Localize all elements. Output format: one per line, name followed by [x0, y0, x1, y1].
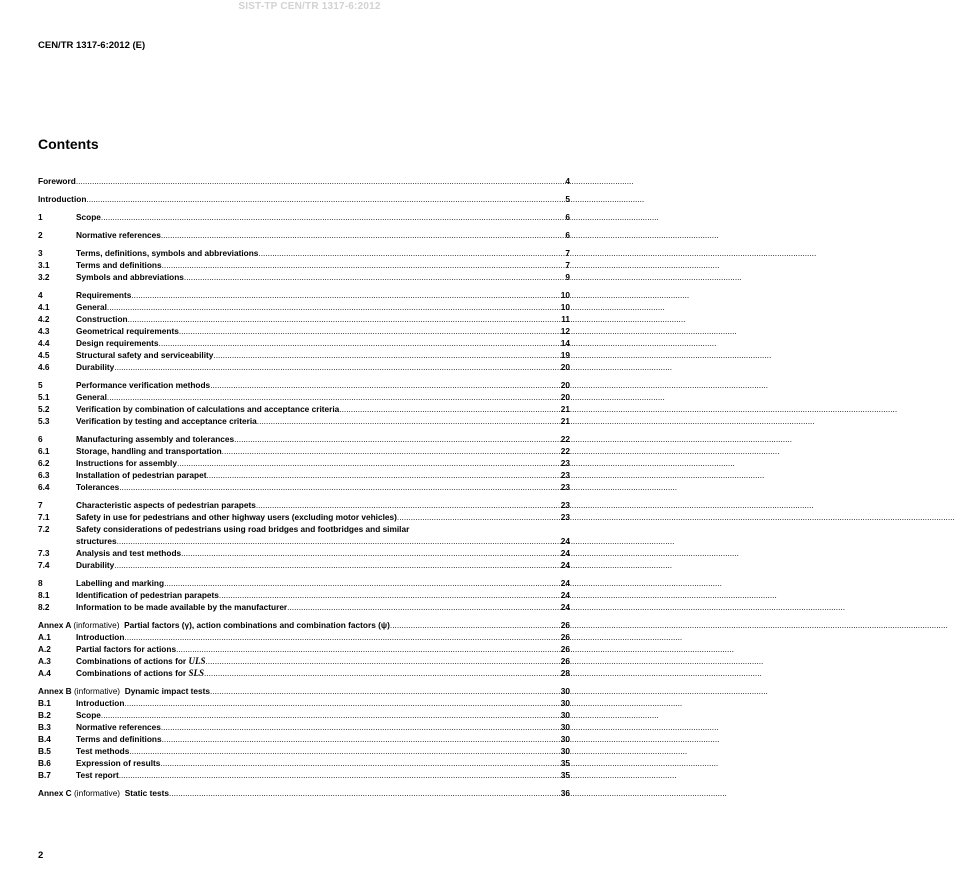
toc-page: 26: [560, 620, 570, 630]
toc-entry-3-2[interactable]: [38, 271, 570, 283]
toc-number: 6.2: [38, 458, 50, 468]
toc-page: 20: [560, 362, 570, 372]
toc-title: Labelling and marking: [76, 578, 165, 588]
leader-dots: [129, 745, 560, 757]
toc-entry-foreword[interactable]: [38, 175, 570, 187]
toc-page: 23: [560, 482, 570, 492]
toc-page: 11: [561, 314, 570, 324]
toc-title: Verification by testing and acceptance criteria: [76, 416, 257, 426]
toc-page: 30: [560, 698, 570, 708]
toc-title: [38, 619, 390, 631]
toc-number: 7.3: [38, 548, 50, 558]
uls-term: ULS: [188, 656, 206, 666]
toc-title: Tolerances: [76, 482, 120, 492]
toc-title: Characteristic aspects of pedestrian parapets: [76, 500, 256, 510]
leader-dots: [210, 685, 561, 697]
toc-title: Storage, handling and transportation: [76, 446, 222, 456]
toc-number: 7: [38, 500, 43, 510]
toc-number: B.3: [38, 722, 51, 732]
toc-entry-5-2[interactable]: [38, 403, 570, 415]
toc-title: Introduction: [76, 698, 125, 708]
toc-entry-7-3[interactable]: [38, 547, 570, 559]
toc-number: 3.2: [38, 272, 50, 282]
toc-number: 5.2: [38, 404, 50, 414]
leader-dots: [160, 757, 560, 769]
toc-page: 21: [560, 404, 570, 414]
leader-dots: [162, 733, 561, 745]
leader-dots: [339, 403, 560, 415]
toc-number: B.1: [38, 698, 51, 708]
toc-page: 23: [560, 512, 570, 522]
toc-entry-annex-c[interactable]: [38, 787, 570, 799]
toc-title: Introduction: [38, 194, 87, 204]
toc-page: 22: [560, 434, 570, 444]
toc-page: 30: [560, 710, 570, 720]
toc-page: 6: [565, 212, 570, 222]
toc-title: General: [76, 392, 107, 402]
leader-dots: [206, 655, 561, 667]
toc-page: 24: [560, 548, 570, 558]
toc-title: Scope: [76, 212, 101, 222]
toc-title: Performance verification methods: [76, 380, 211, 390]
toc-number: 8.1: [38, 590, 50, 600]
toc-entry-5[interactable]: [38, 379, 570, 391]
toc-title-text: Combinations of actions for: [76, 656, 187, 666]
toc-title: Identification of pedestrian parapets: [76, 590, 219, 600]
leader-dots: [287, 601, 561, 613]
leader-dots: [124, 697, 560, 709]
toc-entry-4-1[interactable]: [38, 301, 570, 313]
leader-dots: [164, 577, 561, 589]
toc-entry-a-3[interactable]: [38, 655, 570, 667]
toc-title: Terms, definitions, symbols and abbreviations: [76, 248, 259, 258]
toc-title: [38, 685, 210, 697]
toc-page: 26: [560, 632, 570, 642]
toc-page: 24: [560, 602, 570, 612]
leader-dots: [169, 787, 561, 799]
toc-number: A.1: [38, 632, 51, 642]
toc-number: 6.1: [38, 446, 50, 456]
toc-title-line1: Safety considerations of pedestrians using road bridges and footbridges and similar: [76, 524, 410, 534]
annex-title-part: ), action combinations and combination factors (: [189, 620, 381, 630]
toc-page: 4: [565, 176, 570, 186]
toc-entry-8-2[interactable]: [38, 601, 570, 613]
toc-number: 4.6: [38, 362, 50, 372]
leader-dots: [184, 271, 565, 283]
toc-entry-3[interactable]: [38, 247, 570, 259]
toc-entry-7-4[interactable]: [38, 559, 570, 571]
toc-number: 1: [38, 212, 43, 222]
toc-title: Verification by combination of calculations and acceptance criteria: [76, 404, 340, 414]
leader-dots: [114, 559, 561, 571]
leader-dots: [258, 247, 565, 259]
toc-page: 36: [560, 788, 570, 798]
toc-title-text: Combinations of actions for: [76, 668, 187, 678]
toc-number: 8: [38, 578, 43, 588]
leader-dots: [76, 175, 566, 187]
toc-page: 20: [560, 392, 570, 402]
toc-entry-6-4[interactable]: [38, 481, 570, 493]
toc-page: 35: [560, 758, 570, 768]
leader-dots: [124, 631, 560, 643]
toc-entry-6-2[interactable]: [38, 457, 570, 469]
toc-number: 5.1: [38, 392, 50, 402]
toc-number: 4.3: [38, 326, 50, 336]
leader-dots: [131, 289, 560, 301]
leader-dots: [159, 337, 561, 349]
toc-entry-4-3[interactable]: [38, 325, 570, 337]
toc-entry-annex-a[interactable]: [38, 619, 570, 631]
toc-page: 12: [560, 326, 570, 336]
leader-dots: [161, 721, 561, 733]
toc-title: Foreword: [38, 176, 76, 186]
psi-symbol: ψ: [380, 620, 388, 630]
toc-page: 30: [560, 722, 570, 732]
toc-title: [38, 787, 169, 799]
toc-number: B.6: [38, 758, 51, 768]
toc-page: 7: [565, 248, 570, 258]
toc-title: Construction: [76, 314, 128, 324]
leader-dots: [210, 379, 561, 391]
toc-title: Analysis and test methods: [76, 548, 182, 558]
sls-term: SLS: [188, 668, 204, 678]
toc-entry-a-4[interactable]: [38, 667, 570, 679]
toc-title-line2: structures: [76, 536, 117, 546]
leader-dots: [117, 535, 561, 547]
toc-page: 30: [560, 734, 570, 744]
leader-dots: [206, 469, 560, 481]
watermark: SIST-TP CEN/TR 1317-6:2012: [238, 1, 381, 12]
leader-dots: [256, 499, 561, 511]
toc-number: 6.3: [38, 470, 50, 480]
toc-number: A.3: [38, 656, 51, 666]
toc-number: A.2: [38, 644, 51, 654]
toc-title: Design requirements: [76, 338, 159, 348]
toc-entry-6-1[interactable]: [38, 445, 570, 457]
toc-number: 4: [38, 290, 43, 300]
leader-dots: [176, 643, 561, 655]
toc-number: 4.2: [38, 314, 50, 324]
toc-title: Durability: [76, 560, 115, 570]
toc-page: 9: [565, 272, 570, 282]
toc-title: Information to be made available by the manufacturer: [76, 602, 288, 612]
annex-title: Static tests: [124, 788, 169, 798]
toc-number: 7.4: [38, 560, 50, 570]
leader-dots: [213, 349, 560, 361]
toc-page: 5: [565, 194, 570, 204]
toc-page: 35: [560, 770, 570, 780]
toc-number: B.5: [38, 746, 51, 756]
toc-page: 30: [560, 686, 570, 696]
toc-entry-8[interactable]: [38, 577, 570, 589]
toc-entry-8-1[interactable]: [38, 589, 570, 601]
toc-entry-6[interactable]: [38, 433, 570, 445]
toc-entry-6-3[interactable]: [38, 469, 570, 481]
toc-entry-3-1[interactable]: [38, 259, 570, 271]
toc-entry-a-1[interactable]: [38, 631, 570, 643]
toc-title: Symbols and abbreviations: [76, 272, 184, 282]
leader-dots: [219, 589, 561, 601]
toc-title: Test report: [76, 770, 119, 780]
toc-entry-b-4[interactable]: [38, 733, 570, 745]
toc-entry-4-4[interactable]: [38, 337, 570, 349]
toc-number: 7.2: [38, 524, 50, 534]
toc-number: B.4: [38, 734, 51, 744]
toc-number: A.4: [38, 668, 51, 678]
toc-entry-7-2-continued[interactable]: [38, 535, 570, 547]
toc-title: Durability: [76, 362, 115, 372]
toc-number: 2: [38, 230, 43, 240]
leader-dots: [257, 415, 561, 427]
toc-title: Test methods: [76, 746, 130, 756]
toc-entry-7-1[interactable]: [38, 511, 570, 523]
toc-page: 26: [560, 644, 570, 654]
toc-number: 5.3: [38, 416, 50, 426]
leader-dots: [107, 301, 561, 313]
toc-title: Manufacturing assembly and tolerances: [76, 434, 235, 444]
toc-page: 24: [560, 590, 570, 600]
toc-title: Normative references: [76, 230, 161, 240]
annex-note: (informative): [73, 686, 121, 696]
toc-title: General: [76, 302, 107, 312]
toc-entry-b-1[interactable]: [38, 697, 570, 709]
leader-dots: [119, 481, 561, 493]
toc-title: Partial factors for actions: [76, 644, 177, 654]
toc-page: 10: [560, 290, 570, 300]
toc-entry-b-5[interactable]: [38, 745, 570, 757]
toc-page: 20: [560, 380, 570, 390]
toc-page: 23: [560, 500, 570, 510]
toc-title: Requirements: [76, 290, 132, 300]
leader-dots: [101, 211, 565, 223]
toc-page: 24: [560, 578, 570, 588]
leader-dots: [86, 193, 565, 205]
toc-number: 6: [38, 434, 43, 444]
leader-dots: [119, 769, 561, 781]
toc-entry-4-2[interactable]: [38, 313, 570, 325]
contents-heading: Contents: [38, 136, 99, 152]
toc-entry-5-1[interactable]: [38, 391, 570, 403]
toc-entry-b-7[interactable]: [38, 769, 570, 781]
toc-number: 5: [38, 380, 43, 390]
annex-label: Annex A: [38, 620, 72, 630]
leader-dots: [107, 391, 561, 403]
toc-title: Terms and definitions: [76, 734, 162, 744]
leader-dots: [390, 619, 561, 631]
toc-number: 7.1: [38, 512, 50, 522]
toc-entry-annex-b[interactable]: [38, 685, 570, 697]
leader-dots: [397, 511, 561, 523]
leader-dots: [234, 433, 561, 445]
leader-dots: [179, 325, 561, 337]
toc-page: 21: [560, 416, 570, 426]
toc-entry-a-2[interactable]: [38, 643, 570, 655]
toc-number: B.2: [38, 710, 51, 720]
annex-label: Annex C: [38, 788, 72, 798]
toc-entry-2[interactable]: [38, 229, 570, 241]
toc-entry-b-3[interactable]: [38, 721, 570, 733]
toc-entry-4-6[interactable]: [38, 361, 570, 373]
toc-entry-7[interactable]: [38, 499, 570, 511]
toc-page: 7: [565, 260, 570, 270]
toc-number: 4.1: [38, 302, 50, 312]
toc-title: Scope: [76, 710, 101, 720]
leader-dots: [114, 361, 561, 373]
toc-page: 23: [560, 458, 570, 468]
annex-title-part: ): [387, 620, 390, 630]
toc-entry-1[interactable]: [38, 211, 570, 223]
page-number: 2: [38, 850, 44, 861]
toc-entry-7-2[interactable]: [38, 523, 570, 535]
toc-page: 6: [565, 230, 570, 240]
leader-dots: [161, 229, 566, 241]
toc-title: Safety in use for pedestrians and other highway users (excluding motor vehicles): [76, 512, 397, 522]
leader-dots: [162, 259, 566, 271]
toc-page: 28: [560, 668, 570, 678]
toc-title: Terms and definitions: [76, 260, 162, 270]
toc-title: Geometrical requirements: [76, 326, 179, 336]
toc-number: 8.2: [38, 602, 50, 612]
toc-title: Expression of results: [76, 758, 161, 768]
toc-number: 3: [38, 248, 43, 258]
toc-entry-4-5[interactable]: [38, 349, 570, 361]
toc-entry-b-6[interactable]: [38, 757, 570, 769]
toc-page: 30: [560, 746, 570, 756]
toc-number: B.7: [38, 770, 51, 780]
toc-title: Normative references: [76, 722, 161, 732]
leader-dots: [222, 445, 561, 457]
annex-note: (informative): [73, 620, 120, 630]
toc-number: 3.1: [38, 260, 50, 270]
toc-title: [76, 667, 204, 679]
toc-page: 10: [560, 302, 570, 312]
toc-number: 4.5: [38, 350, 50, 360]
annex-note: (informative): [73, 788, 121, 798]
leader-dots: [177, 457, 561, 469]
annex-title: Dynamic impact tests: [124, 686, 211, 696]
toc-number: 4.4: [38, 338, 50, 348]
leader-dots: [101, 709, 561, 721]
toc-title: Instructions for assembly: [76, 458, 177, 468]
gamma-symbol: γ: [184, 620, 190, 630]
toc-page: 23: [560, 470, 570, 480]
toc-page: 26: [560, 656, 570, 666]
toc-number: 6.4: [38, 482, 50, 492]
toc-title: Introduction: [76, 632, 125, 642]
toc-title: Installation of pedestrian parapet: [76, 470, 207, 480]
toc-entry-b-2[interactable]: [38, 709, 570, 721]
toc-title: [76, 655, 206, 667]
toc-page: 24: [560, 560, 570, 570]
document-id: CEN/TR 1317-6:2012 (E): [38, 40, 146, 51]
leader-dots: [181, 547, 561, 559]
annex-label: Annex B: [38, 686, 72, 696]
toc-page: 22: [560, 446, 570, 456]
toc-entry-5-3[interactable]: [38, 415, 570, 427]
leader-dots: [204, 667, 561, 679]
toc-page: 19: [560, 350, 570, 360]
leader-dots: [128, 313, 562, 325]
toc-entry-introduction[interactable]: [38, 193, 570, 205]
annex-title-part: Partial factors (: [124, 620, 185, 630]
toc-page: 24: [560, 536, 570, 546]
toc-entry-4[interactable]: [38, 289, 570, 301]
toc-title: Structural safety and serviceability: [76, 350, 214, 360]
table-of-contents: [38, 175, 570, 799]
toc-page: 14: [560, 338, 570, 348]
